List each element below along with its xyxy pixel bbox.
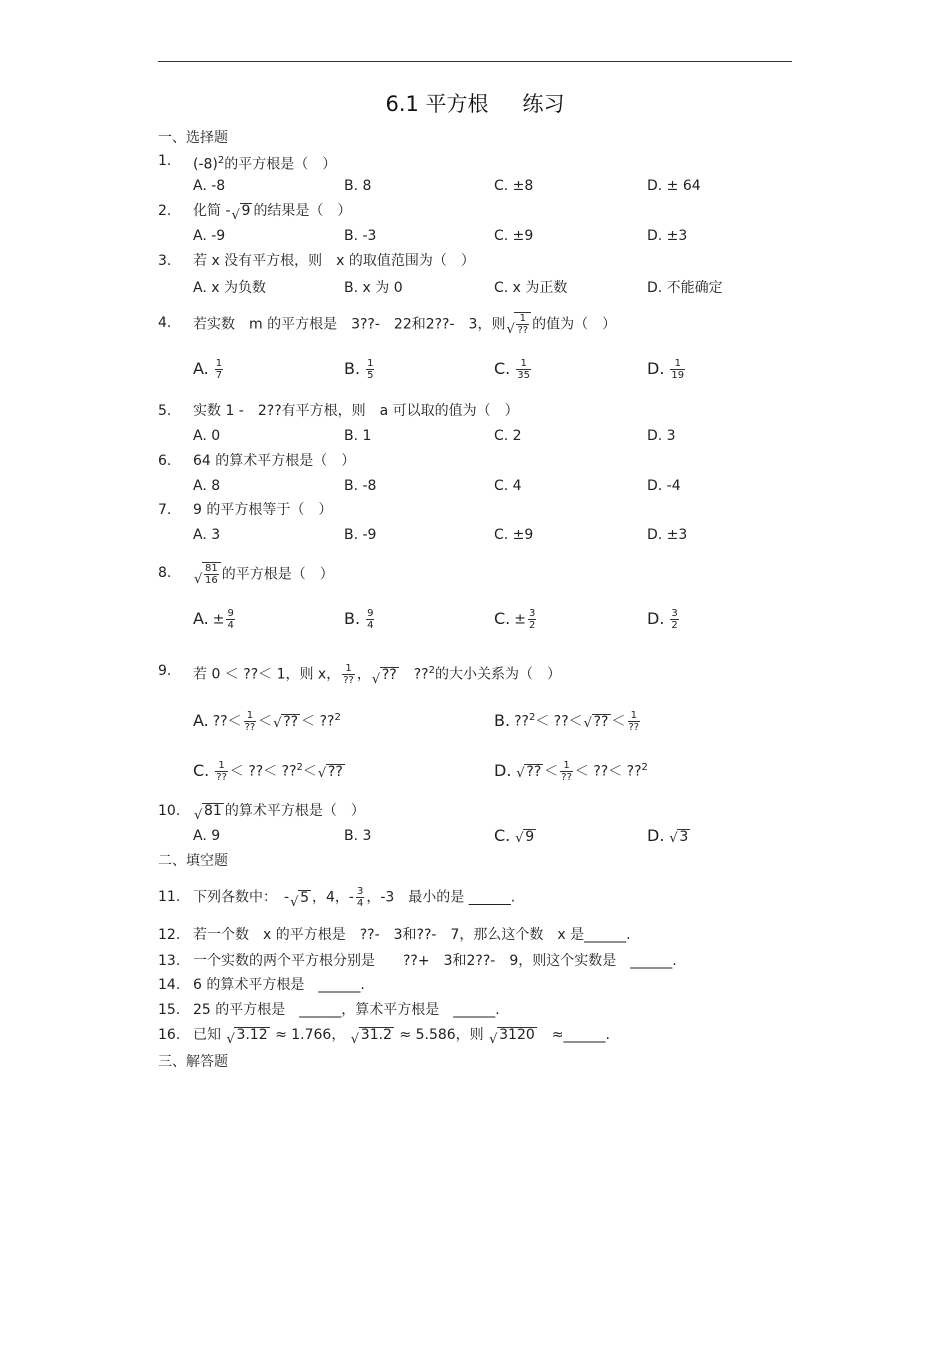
q1-option-b: B. 8 bbox=[344, 178, 372, 194]
q2-option-d: D. ±3 bbox=[647, 228, 688, 244]
question-15: 15. 25 的平方根是 ______，算术平方根是 ______. bbox=[158, 1002, 500, 1018]
q9-option-a: A. ??＜ 1 ?? ＜ √ ?? ＜ ??$^2$ bbox=[193, 710, 341, 733]
q6-option-d: D. -4 bbox=[647, 478, 681, 494]
q10-option-a: A. 9 bbox=[193, 828, 221, 844]
q1-option-c: C. ±8 bbox=[494, 178, 534, 194]
q7-option-b: B. -9 bbox=[344, 527, 377, 543]
q7-option-a: A. 3 bbox=[193, 527, 221, 543]
section-heading-choice: 一、选择题 bbox=[158, 130, 228, 146]
question-13: 13. 一个实数的两个平方根分别是 ??+ 3和2??- 9，则这个实数是 ______. bbox=[158, 953, 677, 969]
question-5: 5. 实数 1 - 2??有平方根，则 a 可以取的值为（ ） bbox=[158, 403, 519, 419]
q5-option-b: B. 1 bbox=[344, 428, 372, 444]
q6-option-b: B. -8 bbox=[344, 478, 377, 494]
q3-option-b: B. x 为 0 bbox=[344, 280, 403, 296]
q8-option-d: D. $\frac{3}{2}$ bbox=[647, 608, 678, 631]
q5-option-a: A. 0 bbox=[193, 428, 221, 444]
q5-option-d: D. 3 bbox=[647, 428, 676, 444]
question-11: 11. 下列各数中： - √ 5 ，4，- $\frac{3}{4}$ ，-3 最小的是 ______. bbox=[158, 886, 516, 910]
q3-option-d: D. 不能确定 bbox=[647, 280, 723, 296]
q1-option-a: A. -8 bbox=[193, 178, 226, 194]
q7-option-d: D. ±3 bbox=[647, 527, 688, 543]
q10-option-b: B. 3 bbox=[344, 828, 372, 844]
q10-option-d: D. √ 3 bbox=[647, 826, 689, 846]
q10-option-c: C. √ 9 bbox=[494, 826, 535, 846]
q3-option-c: C. x 为正数 bbox=[494, 280, 568, 296]
section-heading-answer: 三、解答题 bbox=[158, 1054, 228, 1070]
q6-option-a: A. 8 bbox=[193, 478, 221, 494]
question-1: 1. $(-8)^2$的平方根是（ ） bbox=[158, 153, 337, 173]
q6-option-c: C. 4 bbox=[494, 478, 522, 494]
question-14: 14. 6 的算术平方根是 ______. bbox=[158, 977, 365, 993]
question-3: 3. 若 x 没有平方根，则 x 的取值范围为（ ） bbox=[158, 253, 475, 269]
question-8: 8. √ $\frac{81}{16}$ 的平方根是（ ） bbox=[158, 563, 334, 587]
q3-option-a: A. x 为负数 bbox=[193, 280, 266, 296]
q9-option-b: B. ??$^2$＜ ??＜ √ ?? ＜ 1 ?? bbox=[494, 710, 640, 733]
question-6: 6. 64 的算术平方根是（ ） bbox=[158, 453, 356, 469]
q9-option-c: C. 1 ?? ＜ ??＜ ??$^2$＜ √ ?? bbox=[193, 760, 343, 783]
q4-option-a: A. $\frac{1}{7}$ bbox=[193, 358, 223, 381]
q4-option-d: D. $\frac{1}{19}$ bbox=[647, 358, 685, 381]
q1-option-d: D. ± 64 bbox=[647, 178, 701, 194]
q8-option-c: C. ± $\frac{3}{2}$ bbox=[494, 608, 536, 631]
page-title: 6.1 平方根 练习 bbox=[385, 92, 565, 116]
q7-option-c: C. ±9 bbox=[494, 527, 534, 543]
q2-option-c: C. ±9 bbox=[494, 228, 534, 244]
q9-option-d: D. √ ?? ＜ 1 ?? ＜ ??＜ ??$^2$ bbox=[494, 760, 648, 783]
section-heading-fill: 二、填空题 bbox=[158, 853, 228, 869]
q8-option-b: B. $\frac{9}{4}$ bbox=[344, 608, 374, 631]
question-7: 7. 9 的平方根等于（ ） bbox=[158, 502, 333, 518]
top-rule bbox=[158, 61, 792, 62]
q8-option-a: A. ± $\frac{9}{4}$ bbox=[193, 608, 234, 631]
question-2: 2. 化简 - √ 9 的结果是（ ） bbox=[158, 203, 352, 223]
question-16: 16. 已知 √ 3.12 ≈ 1.766， √ 31.2 ≈ 5.586，则 √ 3120 ≈______. bbox=[158, 1027, 610, 1047]
question-9: 9. 若 0 ＜ ??＜ 1，则 x， 1 ?? ， √ ?? ??$^2$的大小关系为（ ） bbox=[158, 663, 561, 687]
q2-option-a: A. -9 bbox=[193, 228, 226, 244]
question-12: 12. 若一个数 x 的平方根是 ??- 3和??- 7，那么这个数 x 是______. bbox=[158, 927, 631, 943]
q4-option-b: B. $\frac{1}{5}$ bbox=[344, 358, 374, 381]
question-10: 10. √ 81 的算术平方根是（ ） bbox=[158, 803, 365, 823]
q4-option-c: C. $\frac{1}{35}$ bbox=[494, 358, 530, 381]
q2-option-b: B. -3 bbox=[344, 228, 377, 244]
q5-option-c: C. 2 bbox=[494, 428, 522, 444]
question-4: 4. 若实数 m 的平方根是 3??- 22和2??- 3，则 √ 1 ?? 的值为（ ） bbox=[158, 313, 617, 337]
